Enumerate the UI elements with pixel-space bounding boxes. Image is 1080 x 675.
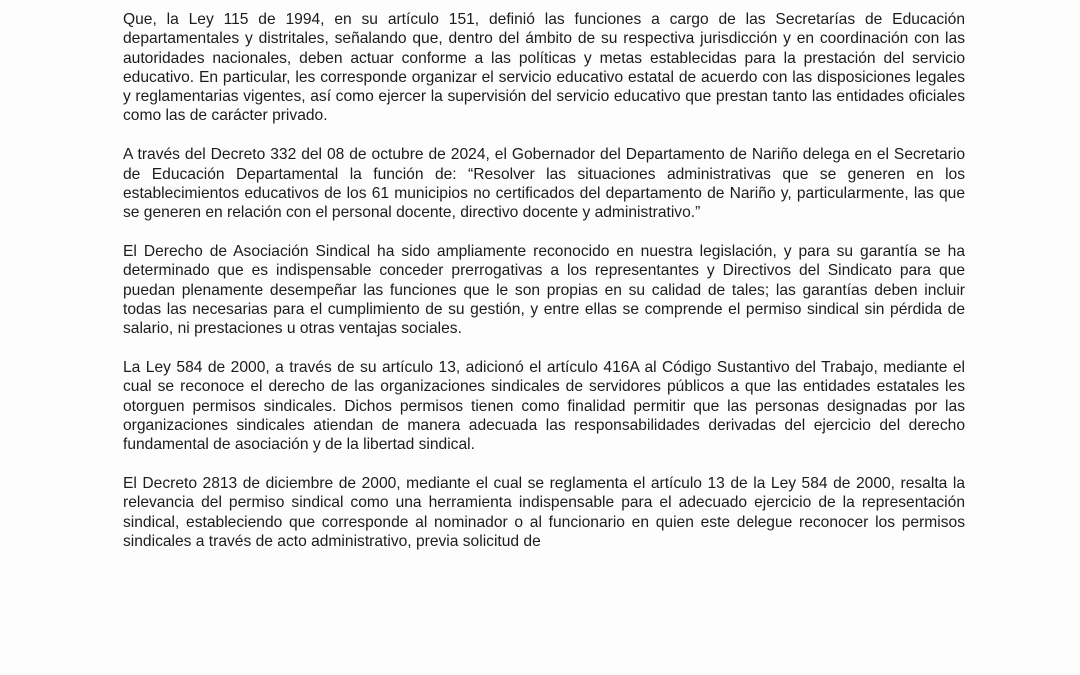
paragraph-ley-584: La Ley 584 de 2000, a través de su artículo 13, adicionó el artículo 416A al Código Sustantivo del Trabajo, mediante el cual se reconoce el derecho de las organizaciones sindicales de servidores públicos a que las entidades estatales les otorguen permisos sindicales. Dichos permisos tienen como finalidad permitir que las personas designadas por las organizaciones sindicales atiendan de manera adecuada las responsabilidades derivadas del ejercicio del derecho fundamental de asociación y de la libertad sindical. — [123, 358, 965, 454]
document-body — [123, 10, 965, 571]
paragraph-derecho-asociacion: El Derecho de Asociación Sindical ha sido ampliamente reconocido en nuestra legislación, y para su garantía se ha determinado que es indispensable conceder prerrogativas a los representantes y Directivos del Sindicato para que puedan plenamente desempeñar las funciones que le son propias en su calidad de tales; las garantías deben incluir todas las necesarias para el cumplimiento de su gestión, y entre ellas se comprende el permiso sindical sin pérdida de salario, ni prestaciones u otras ventajas sociales. — [123, 242, 965, 338]
paragraph-decreto-2813: El Decreto 2813 de diciembre de 2000, mediante el cual se reglamenta el artículo 13 de la Ley 584 de 2000, resalta la relevancia del permiso sindical como una herramienta indispensable para el adecuado ejercicio de la representación sindical, estableciendo que corresponde al nominador o al funcionario en quien este delegue reconocer los permisos sindicales a través de acto administrativo, previa solicitud de — [123, 474, 965, 550]
paragraph-ley-115: Que, la Ley 115 de 1994, en su artículo 151, definió las funciones a cargo de las Secretarías de Educación departamentales y distritales, señalando que, dentro del ámbito de su respectiva jurisdicción y en coordinación con las autoridades nacionales, deben actuar conforme a las políticas y metas establecidas para la prestación del servicio educativo. En particular, les corresponde organizar el servicio educativo estatal de acuerdo con las disposiciones legales y reglamentarias vigentes, así como ejercer la supervisión del servicio educativo que prestan tanto las entidades oficiales como las de carácter privado. — [123, 11, 965, 125]
paragraph-decreto-332: A través del Decreto 332 del 08 de octubre de 2024, el Gobernador del Departamento de Nariño delega en el Secretario de Educación Departamental la función de: “Resolver las situaciones administrativas que se generen en los establecimientos educativos de los 61 municipios no certificados del departamento de Nariño y, particularmente, las que se generen en relación con el personal docente, directivo docente y administrativo.” — [123, 146, 965, 222]
